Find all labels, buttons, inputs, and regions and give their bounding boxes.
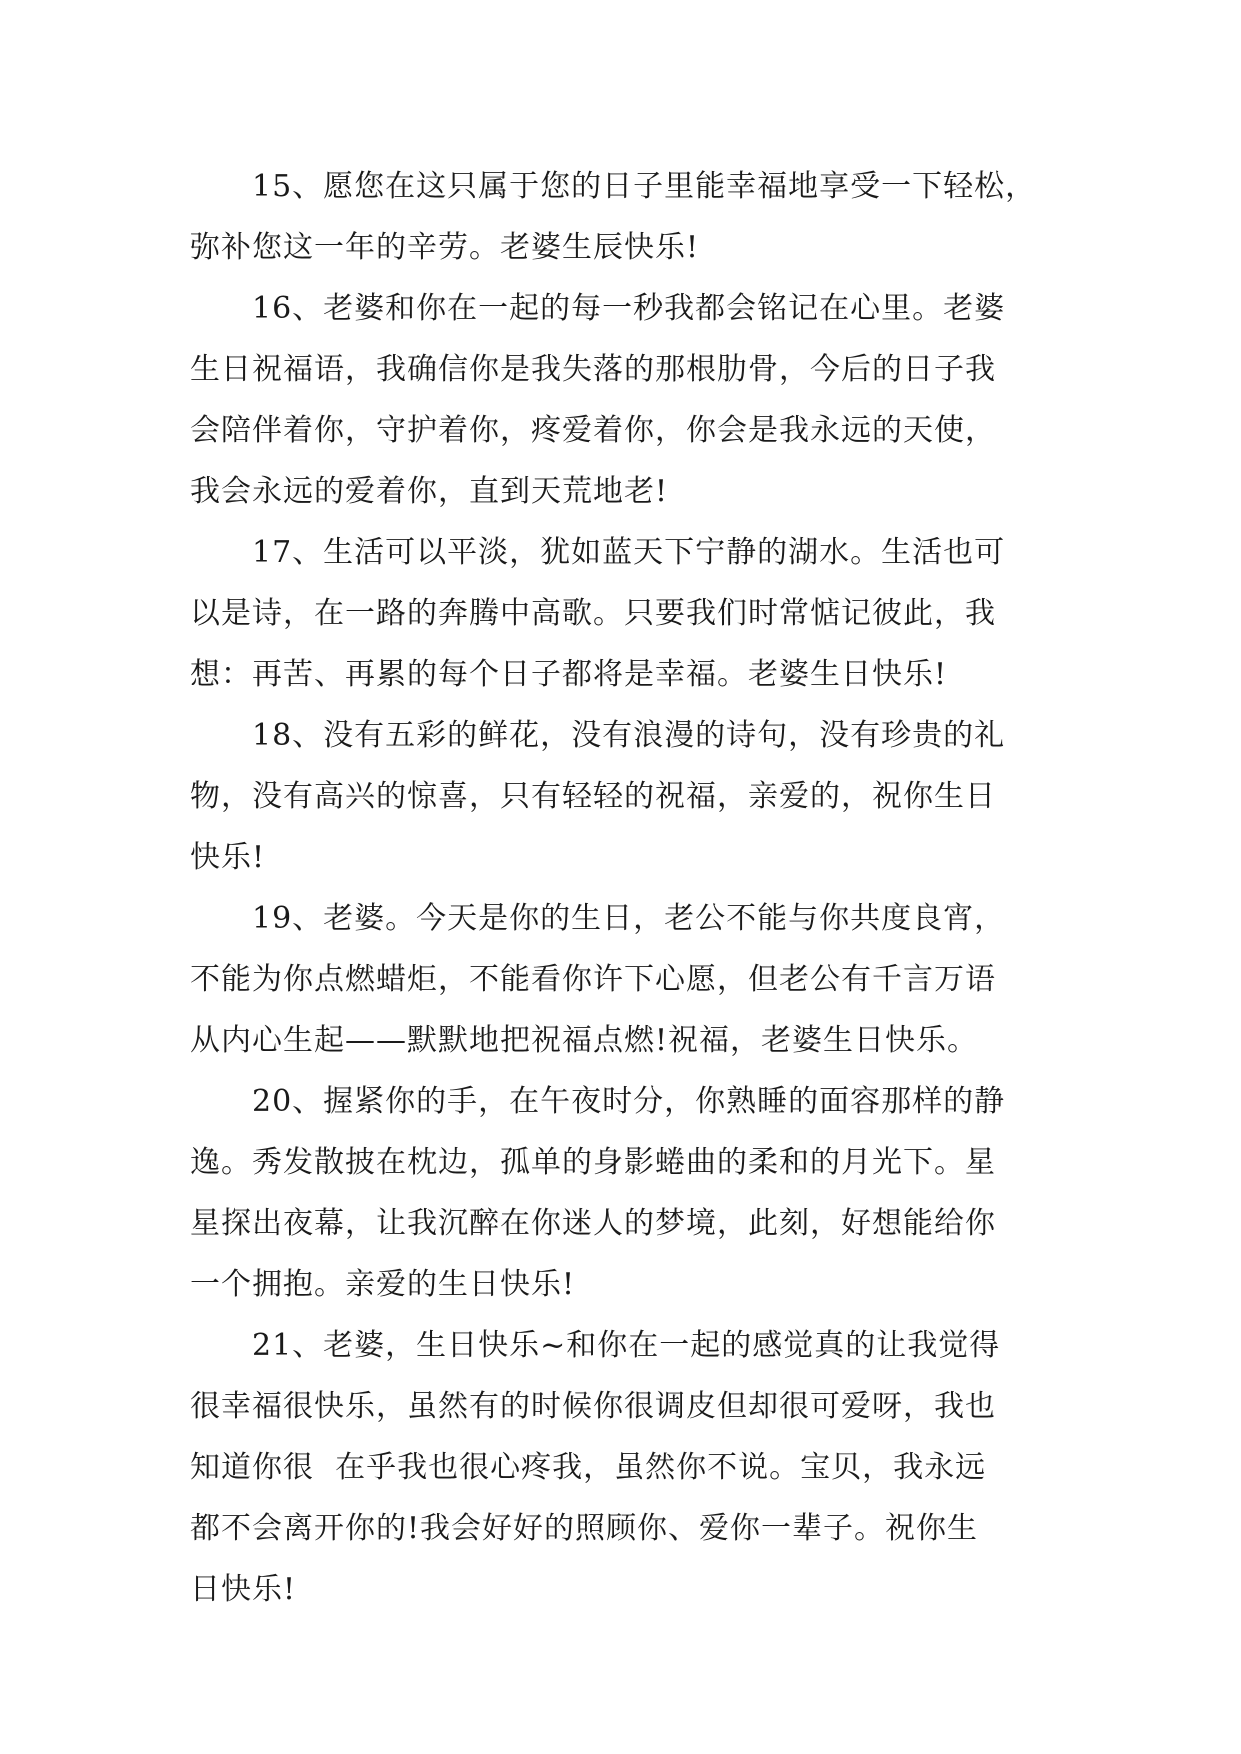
paragraph-line: 21、老婆，生日快乐~和你在一起的感觉真的让我觉得: [252, 1328, 1001, 1363]
paragraph-line: 知道你很 在乎我也很心疼我，虽然你不说。宝贝，我永远: [190, 1450, 987, 1485]
paragraph-line: 不能为你点燃蜡炬，不能看你许下心愿，但老公有千言万语: [190, 962, 996, 997]
paragraph-line: 20、握紧你的手，在午夜时分，你熟睡的面容那样的静: [252, 1084, 1006, 1119]
paragraph-19: [190, 888, 1058, 1071]
paragraph-21: [190, 1315, 1058, 1620]
paragraph-line: 从内心生起——默默地把祝福点燃!祝福，老婆生日快乐。: [190, 1023, 979, 1058]
paragraph-line: 弥补您这一年的辛劳。老婆生辰快乐!: [190, 230, 700, 265]
paragraph-line: 都不会离开你的!我会好好的照顾你、爱你一辈子。祝你生: [190, 1511, 979, 1546]
paragraph-line: 快乐!: [190, 840, 266, 875]
paragraph-15: [190, 156, 1058, 278]
paragraph-line: 生日祝福语，我确信你是我失落的那根肋骨，今后的日子我: [190, 352, 996, 387]
paragraph-17: [190, 522, 1058, 705]
paragraph-line: 一个拥抱。亲爱的生日快乐!: [190, 1267, 576, 1302]
paragraph-line: 会陪伴着你，守护着你，疼爱着你，你会是我永远的天使，: [190, 413, 996, 448]
paragraph-line: 以是诗，在一路的奔腾中高歌。只要我们时常惦记彼此，我: [190, 596, 996, 631]
paragraph-line: 星探出夜幕，让我沉醉在你迷人的梦境，此刻，好想能给你: [190, 1206, 996, 1241]
paragraph-line: 很幸福很快乐，虽然有的时候你很调皮但却很可爱呀，我也: [190, 1389, 996, 1424]
paragraph-line: 想：再苦、再累的每个日子都将是幸福。老婆生日快乐!: [190, 657, 948, 692]
paragraph-line: 逸。秀发散披在枕边，孤单的身影蜷曲的柔和的月光下。星: [190, 1145, 996, 1180]
paragraph-line: 15、愿您在这只属于您的日子里能幸福地享受一下轻松，: [252, 169, 1037, 204]
paragraph-line: 16、老婆和你在一起的每一秒我都会铭记在心里。老婆: [252, 291, 1006, 326]
paragraph-line: 我会永远的爱着你，直到天荒地老!: [190, 474, 669, 509]
paragraph-20: [190, 1071, 1058, 1315]
paragraph-18: [190, 705, 1058, 888]
paragraph-line: 19、老婆。今天是你的生日，老公不能与你共度良宵，: [252, 901, 1006, 936]
paragraph-line: 17、生活可以平淡，犹如蓝天下宁静的湖水。生活也可: [252, 535, 1006, 570]
paragraph-line: 日快乐!: [190, 1572, 297, 1607]
paragraph-line: 物，没有高兴的惊喜，只有轻轻的祝福，亲爱的，祝你生日: [190, 779, 996, 814]
paragraph-line: 18、没有五彩的鲜花，没有浪漫的诗句，没有珍贵的礼: [252, 718, 1006, 753]
paragraph-16: [190, 278, 1058, 522]
document-body: [190, 156, 1058, 1620]
